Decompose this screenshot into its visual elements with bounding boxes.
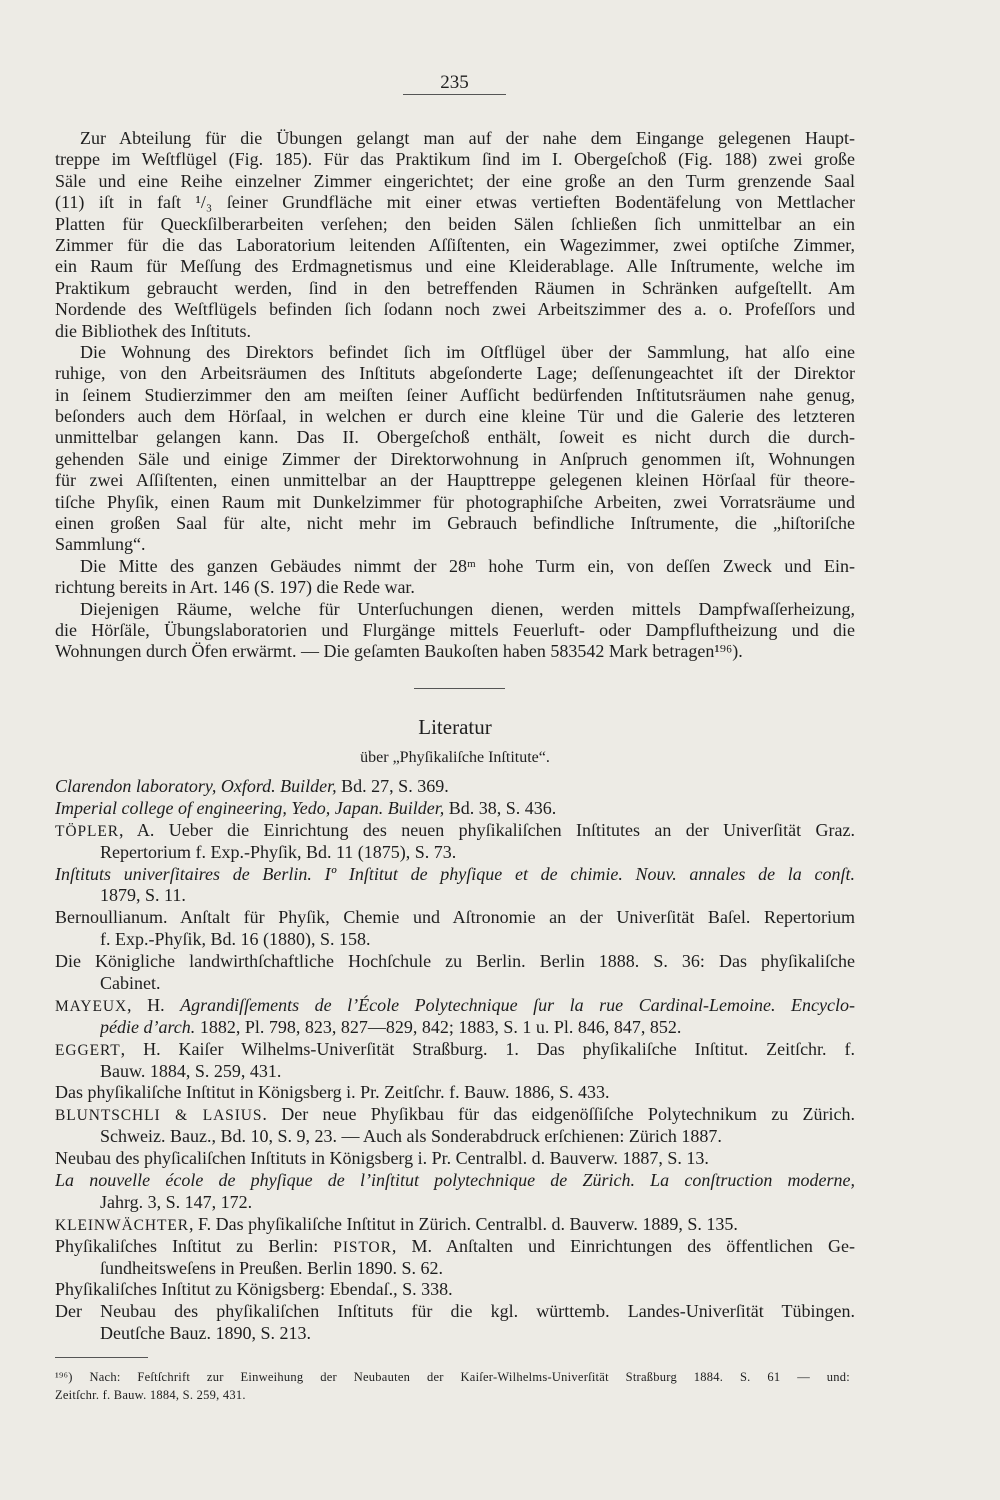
entry-line [55,1279,855,1301]
entry-reference: Bd. 38, S. 436. [444,797,557,818]
text-line: unmittelbar gelangen kann. Das II. Obergeſchoß enthält, ſoweit es nicht durch die durch- [55,427,855,448]
text-line: (11) iſt in faſt ¹/₃ ſeiner Grundfläche mit einer etwas vertieften Bodentäfelung von Mettlacher [55,192,855,213]
entry-author: PISTOR [333,1238,392,1256]
bibliography-entry [55,1039,855,1083]
text-line: Platten für Queckſilberarbeiten verſehen; den beiden Sälen ſchließen ſich unmittelbar an ein [55,213,855,234]
entry-line [55,1039,855,1061]
text-line: Praktikum gebraucht werden, ſind in den betreffenden Räumen in Schränken aufgeſtellt. Am [55,277,855,298]
text-line: Sammlung“. [55,534,146,555]
text-line: in ſeinem Studierzimmer den am meiſten ſeiner Aufſicht bedürfenden Inſtitutsräumen nahe genug, [55,384,855,405]
entry-line [100,1258,855,1280]
entry-text: Der Neubau des phyſikaliſchen Inſtituts für die kgl. württemb. Landes-Univerſität Tübingen. [55,1301,855,1322]
text-line: Die Wohnung des Direktors befindet ſich im Oſtflügel über der Sammlung, hat alſo eine [80,341,855,362]
entry-line [55,951,855,973]
entry-title: Agrandiſſements de l’École Polytechnique ſur la rue Cardinal-Lemoine. Encyclo- [180,994,855,1015]
entry-text: , A. Ueber die Einrichtung des neuen phyſikaliſchen Inſtitutes an der Univerſität Graz. [119,819,855,840]
entry-line [55,776,855,798]
entry-line [55,1148,855,1170]
entry-text: , M. Anſtalten und Einrichtungen des öffentlichen Ge- [391,1235,855,1256]
entry-text: Phyſikaliſches Inſtitut zu Königsberg: Ebendaſ., S. 338. [55,1279,453,1300]
footnote-line: ¹⁹⁶) Nach: Feſtſchrift zur Einweihung der Neubauten der Kaiſer-Wilhelms-Univerſität Straßburg 1884. S. 61 — und: [55,1370,850,1384]
footnote [55,1368,850,1404]
bibliography-entry [55,1214,855,1236]
entry-line [55,1170,855,1192]
body-text [55,128,855,663]
entry-author: KLEINWÄCHTER [55,1216,190,1234]
text-line: gehenden Säle und einige Zimmer der Direktorwohnung in Anſpruch genommen iſt, Wohnungen [55,448,855,469]
entry-line [100,1017,855,1039]
entry-line [100,885,855,907]
text-line: beſonders auch dem Hörſaal, in welchen er durch eine kleine Tür und die Galerie des letzteren [55,406,855,427]
bibliography-entry [55,1279,855,1301]
entry-author: BLUNTSCHLI & LASIUS [55,1107,263,1125]
footnote-line: Zeitſchr. f. Bauw. 1884, S. 259, 431. [55,1388,246,1402]
bibliography-entry [55,1170,855,1214]
entry-text: Bernoullianum. Anſtalt für Phyſik, Chemie und Aſtronomie an der Univerſität Baſel. Repertorium [55,907,855,928]
bibliography-entry [55,951,855,995]
entry-reference: Cabinet. [100,973,161,994]
bibliography-entry [55,1236,855,1280]
bibliography-entry [55,1148,855,1170]
entry-line [100,1061,855,1083]
entry-text: Neubau des phyſicaliſchen Inſtituts in Königsberg i. Pr. Centralbl. d. Bauverw. 1887, S. 13. [55,1148,709,1169]
entry-reference: Deutſche Bauz. 1890, S. 213. [100,1323,311,1344]
entry-reference: 1882, Pl. 798, 823, 827—829, 842; 1883, S. 1 u. Pl. 846, 847, 852. [195,1016,682,1037]
text-line: treppe im Weſtflügel (Fig. 185). Für das Praktikum ſind im I. Obergeſchoß (Fig. 188) zwei große [55,149,855,170]
entry-reference: Bauw. 1884, S. 259, 431. [100,1060,282,1081]
text-line: Wohnungen durch Öfen erwärmt. — Die geſamten Baukoſten haben 583542 Mark betragen¹⁹⁶). [55,641,743,662]
entry-reference: Schweiz. Bauz., Bd. 10, S. 9, 23. — Auch als Sonderabdruck erſchienen: Zürich 1887. [100,1126,722,1147]
text-line: Säle und eine Reihe einzelner Zimmer eingerichtet; der eine große an den Turm grenzende Saal [55,170,855,191]
text-line: für zwei Aſſiſtenten, einen unmittelbar an der Haupttreppe gelegenen kleinen Hörſaal für theore- [55,470,855,491]
literature-heading: Literatur [418,715,492,739]
entry-line [100,929,855,951]
body-paragraph [55,128,855,342]
entry-text: Die Königliche landwirthſchaftliche Hochſchule zu Berlin. Berlin 1888. S. 36: Das phyſikaliſche [55,951,855,972]
entry-reference: ſundheitsweſens in Preußen. Berlin 1890. S. 62. [100,1257,443,1278]
entry-text: Das phyſikaliſche Inſtitut in Königsberg i. Pr. Zeitſchr. f. Bauw. 1886, S. 433. [55,1082,610,1103]
body-paragraph [55,599,855,663]
bibliography-entry [55,1104,855,1148]
entry-text: , H. [127,994,181,1015]
bibliography-entry [55,995,855,1039]
bibliography-entry [55,820,855,864]
entry-title: pédie d’arch. [100,1016,196,1037]
text-line: einen großen Saal für alte, nicht mehr im Gebrauch befindliche Inſtrumente, die „hiſtoriſche [55,513,855,534]
literature-subheading: über „Phyſikaliſche Inſtitute“. [360,749,550,766]
bibliography-list [55,776,855,1345]
entry-author: TÖPLER [55,822,120,840]
text-line: ruhige, von den Arbeitsräumen des Inſtituts abgeſonderte Lage; deſſenungeachtet iſt der Direktor [55,363,855,384]
body-paragraph [55,556,855,599]
entry-line [55,798,855,820]
text-line: die Bibliothek des Inſtituts. [55,320,251,341]
entry-text: . Der neue Phyſikbau für das eidgenöſſiſche Polytechnikum zu Zürich. [262,1104,855,1125]
text-line: Nordende des Weſtflügels befinden ſich ſodann noch zwei Arbeitszimmer des a. o. Profeſſors und [55,299,855,320]
entry-line [100,1323,855,1345]
text-line: die Hörſäle, Übungslaboratorien und Flurgänge mittels Feuerluft- oder Dampfluftheizung und die [55,619,855,640]
entry-line [55,907,855,929]
text-line: richtung bereits in Art. 146 (S. 197) die Rede war. [55,577,415,598]
page-number: 235 [403,72,506,95]
bibliography-entry [55,907,855,951]
text-line: Zur Abteilung für die Übungen gelangt man auf der nahe dem Eingange gelegenen Haupt- [80,128,855,148]
entry-reference: Repertorium f. Exp.-Phyſik, Bd. 11 (1875), S. 73. [100,841,457,862]
entry-line [55,1104,855,1126]
body-paragraph [55,342,855,556]
entry-line [55,1214,855,1236]
entry-line [100,842,855,864]
bibliography-entry [55,864,855,908]
entry-title: Inſtituts univerſitaires de Berlin. Iº Inſtitut de phyſique et de chimie. Nouv. annales de la conſt. [55,863,855,884]
footnote-divider [55,1357,148,1358]
entry-line [100,1192,855,1214]
entry-line [100,1126,855,1148]
entry-line [55,1082,855,1104]
entry-line [55,1236,855,1258]
entry-text: , H. Kaiſer Wilhelms-Univerſität Straßburg. 1. Das phyſikaliſche Inſtitut. Zeitſchr. f. [120,1038,855,1059]
text-line: tiſche Phyſik, einen Raum mit Dunkelzimmer für photographiſche Arbeiten, zwei Vorratsräume und [55,491,855,512]
entry-text: , F. Das phyſikaliſche Inſtitut in Zürich. Centralbl. d. Bauverw. 1889, S. 135. [189,1213,738,1234]
entry-reference: Bd. 27, S. 369. [336,776,449,796]
text-line: Zimmer für die das Laboratorium leitenden Aſſiſtenten, ein Wagezimmer, zwei optiſche Zimmer, [55,234,855,255]
entry-line [55,864,855,886]
entry-title: La nouvelle école de phyſique de l’inſtitut polytechnique de Zürich. La conſtruction moderne, [55,1170,855,1191]
entry-author: EGGERT [55,1041,121,1059]
entry-reference: 1879, S. 11. [100,885,186,906]
text-line: ein Raum für Meſſung des Erdmagnetismus und eine Kleiderablage. Alle Inſtrumente, welche im [55,256,855,277]
entry-line [100,973,855,995]
bibliography-entry [55,1301,855,1345]
bibliography-entry [55,776,855,798]
bibliography-entry [55,798,855,820]
entry-line [55,820,855,842]
entry-line [55,1301,855,1323]
entry-title: Clarendon laboratory, Oxford. Builder, [55,776,337,796]
text-line: Diejenigen Räume, welche für Unterſuchungen dienen, werden mittels Dampfwaſſerheizung, [80,598,855,619]
entry-line [55,995,855,1017]
entry-reference: Jahrg. 3, S. 147, 172. [100,1191,253,1212]
entry-author: MAYEUX [55,997,128,1015]
entry-text: Phyſikaliſches Inſtitut zu Berlin: [55,1235,334,1256]
section-divider [414,688,505,689]
text-line: Die Mitte des ganzen Gebäudes nimmt der 28ᵐ hohe Turm ein, von deſſen Zweck und Ein- [80,555,855,576]
entry-reference: f. Exp.-Phyſik, Bd. 16 (1880), S. 158. [100,929,371,950]
bibliography-entry [55,1082,855,1104]
entry-title: Imperial college of engineering, Yedo, Japan. Builder, [55,797,445,818]
